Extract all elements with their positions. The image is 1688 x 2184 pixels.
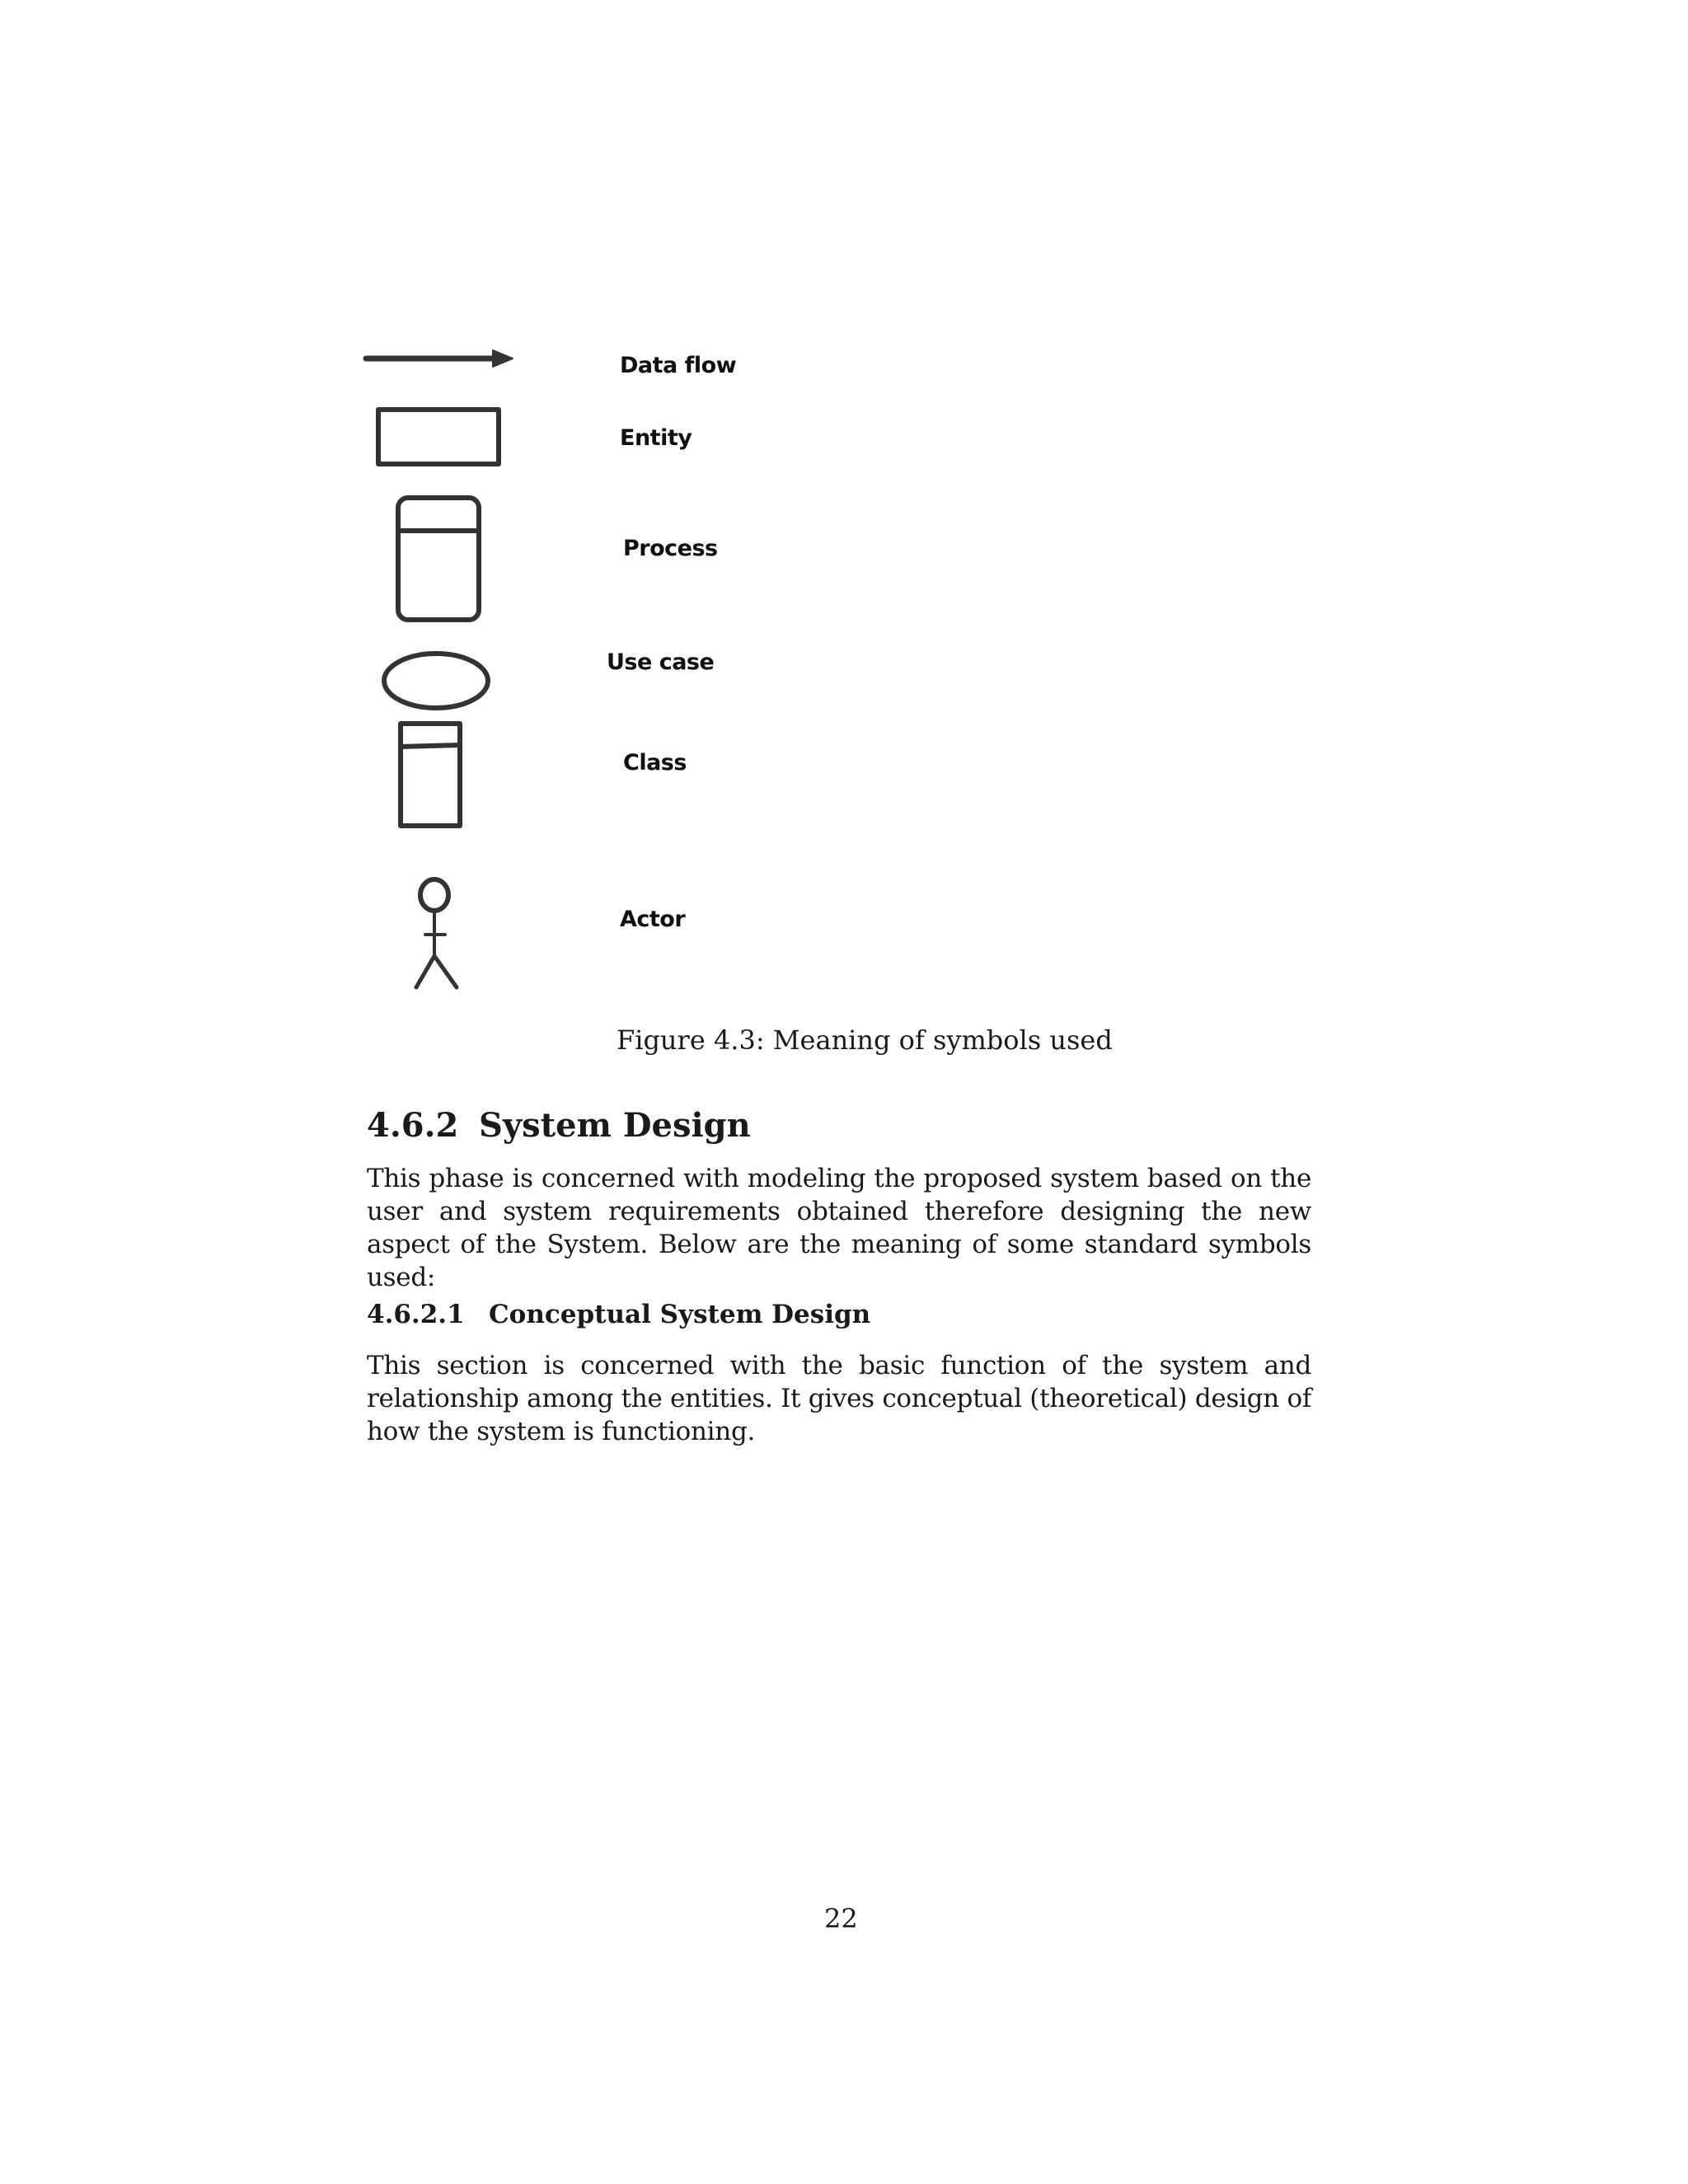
legend-label-entity: Entity [620, 425, 692, 451]
subsection-title: Conceptual System Design [489, 1300, 871, 1329]
legend-label-actor: Actor [620, 907, 686, 932]
use-case-ellipse-icon [381, 649, 491, 712]
legend-label-class: Class [623, 750, 687, 776]
subsection-paragraph: This section is concerned with the basic function of the system and relationship among the entities. It gives conceptual (theoretical) design of how the system is functioning. [367, 1351, 1311, 1446]
data-flow-arrow-icon [363, 346, 515, 371]
subsection-heading [367, 1302, 870, 1328]
page-number: 22 [824, 1903, 858, 1934]
legend-label-data-flow: Data flow [620, 353, 737, 378]
legend-label-process: Process [623, 536, 718, 561]
section-heading [367, 1106, 751, 1145]
entity-rectangle-icon [376, 407, 501, 466]
section-paragraph: This phase is concerned with modeling the proposed system based on the user and system requirements obtained therefore designing the new aspect of the System. Below are the meaning of some standard symbols used: [367, 1164, 1311, 1292]
class-box-icon [397, 720, 463, 829]
figure-caption: Figure 4.3: Meaning of symbols used [617, 1024, 1113, 1056]
legend-label-use-case: Use case [607, 649, 715, 675]
subsection-number: 4.6.2.1 [367, 1300, 465, 1329]
process-rounded-rectangle-icon [394, 494, 483, 623]
section-title: System Design [479, 1106, 751, 1145]
actor-stick-figure-icon [412, 877, 463, 994]
section-number: 4.6.2 [367, 1106, 459, 1145]
